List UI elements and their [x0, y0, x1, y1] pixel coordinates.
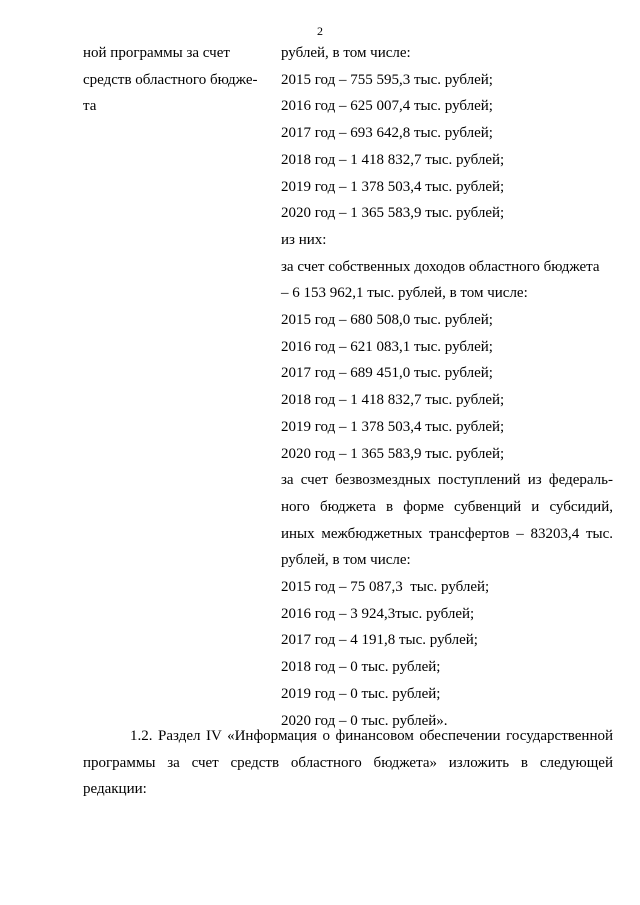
funding-year-line: 2016 год – 621 083,1 тыс. рублей;: [281, 338, 493, 355]
funding-line: за счет собственных доходов областного бюджета: [281, 258, 600, 275]
label-line: та: [83, 98, 97, 115]
label-line: средств областного бюдже-: [83, 71, 258, 88]
funding-year-line: 2017 год – 693 642,8 тыс. рублей;: [281, 125, 493, 142]
funding-details: [281, 40, 613, 734]
funding-year-line: 2018 год – 0 тыс. рублей;: [281, 659, 441, 676]
funding-line: рублей, в том числе:: [281, 552, 411, 569]
funding-line: иных межбюджетных трансфертов – 83203,4 тыс.: [281, 525, 613, 542]
funding-year-line: 2019 год – 1 378 503,4 тыс. рублей;: [281, 178, 505, 195]
funding-year-line: 2020 год – 1 365 583,9 тыс. рублей;: [281, 205, 505, 222]
funding-year-line: 2020 год – 0 тыс. рублей».: [281, 712, 448, 729]
funding-year-line: 2016 год – 625 007,4 тыс. рублей;: [281, 98, 493, 115]
funding-year-line: 2017 год – 4 191,8 тыс. рублей;: [281, 632, 478, 649]
funding-year-line: 2019 год – 0 тыс. рублей;: [281, 685, 441, 702]
funding-line: – 6 153 962,1 тыс. рублей, в том числе:: [281, 285, 528, 302]
paragraph-line: 1.2. Раздел IV «Информация о финансовом обеспечении государственной: [130, 728, 613, 744]
amendment-paragraph: [83, 723, 613, 803]
page-number: 2: [317, 24, 323, 38]
paragraph-line: программы за счет средств областного бюджета» изложить в следующей: [83, 754, 613, 771]
paragraph-line: редакции:: [83, 781, 147, 798]
program-field-label: [83, 40, 268, 120]
funding-year-line: 2015 год – 75 087,3 тыс. рублей;: [281, 579, 490, 596]
funding-year-line: 2019 год – 1 378 503,4 тыс. рублей;: [281, 418, 505, 435]
label-line: ной программы за счет: [83, 45, 230, 61]
funding-year-line: 2016 год – 3 924,3тыс. рублей;: [281, 605, 475, 622]
funding-year-line: 2015 год – 755 595,3 тыс. рублей;: [281, 71, 493, 88]
funding-line: ного бюджета в форме субвенций и субсидий,: [281, 498, 613, 515]
funding-line: за счет безвозмездных поступлений из федераль-: [281, 472, 613, 489]
funding-year-line: 2018 год – 1 418 832,7 тыс. рублей;: [281, 151, 505, 168]
funding-year-line: 2017 год – 689 451,0 тыс. рублей;: [281, 365, 493, 382]
funding-year-line: 2020 год – 1 365 583,9 тыс. рублей;: [281, 445, 505, 462]
funding-year-line: 2015 год – 680 508,0 тыс. рублей;: [281, 312, 493, 329]
funding-year-line: 2018 год – 1 418 832,7 тыс. рублей;: [281, 392, 505, 409]
funding-line: рублей, в том числе:: [281, 45, 411, 61]
funding-line: из них:: [281, 231, 327, 248]
